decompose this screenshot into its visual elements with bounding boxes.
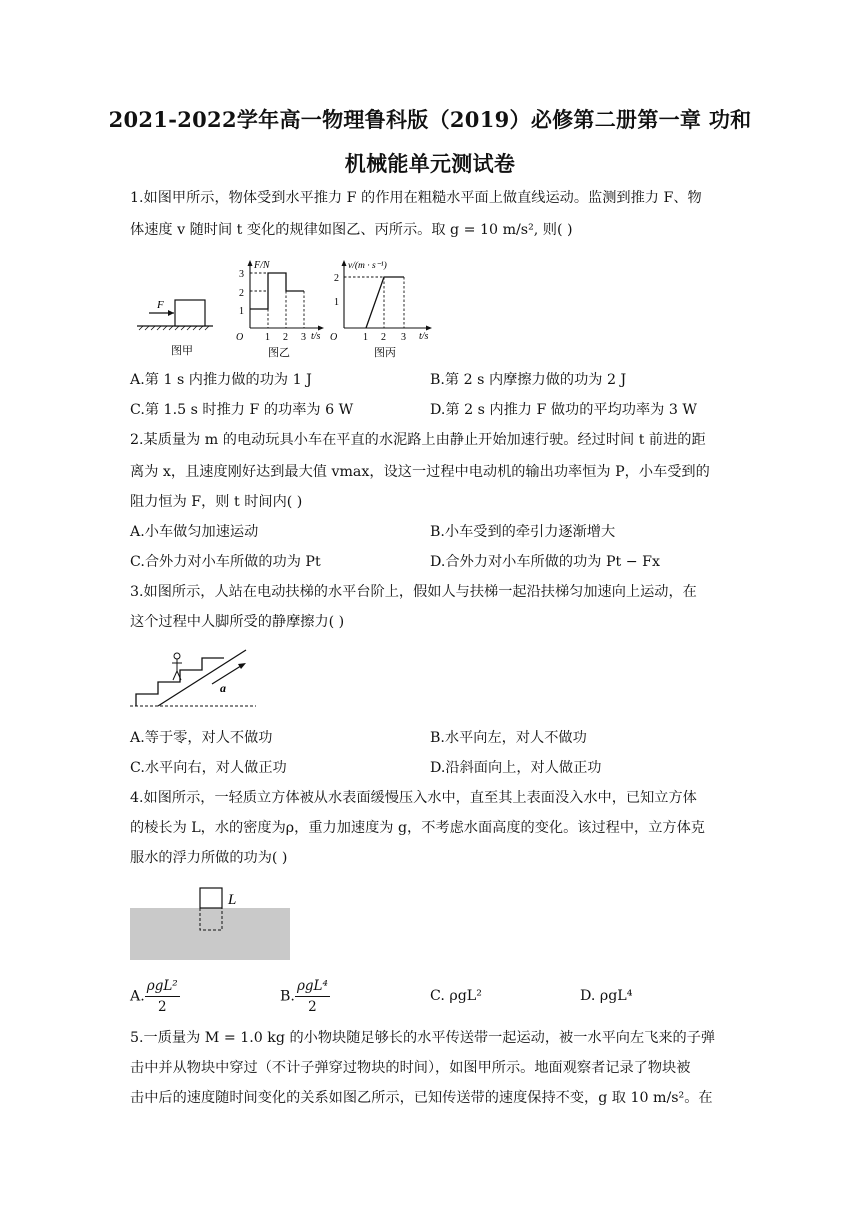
q1-stem-line2: 体速度 v 随时间 t 变化的规律如图乙、丙所示。取 g = 10 m/s², 则( ) [130, 222, 573, 238]
q3-stem-line2: 这个过程中人脚所受的静摩擦力( ) [130, 614, 345, 630]
q1-option-a[interactable]: A.第 1 s 内推力做的功为 1 J [130, 372, 312, 388]
svg-text:3: 3 [401, 332, 406, 343]
q2-option-a[interactable]: A.小车做匀加速运动 [130, 524, 259, 540]
velocity-curve [366, 277, 404, 328]
q3-option-a[interactable]: A.等于零，对人不做功 [130, 730, 273, 746]
svg-text:1: 1 [334, 297, 339, 308]
q4-stem-line1: 4.如图所示，一轻质立方体被从水表面缓慢压入水中，直至其上表面没入水中，已知立方体 [130, 790, 697, 806]
q2-option-d[interactable]: D.合外力对小车所做的功为 Pt − Fx [430, 554, 660, 570]
q4-option-b[interactable]: B. $\frac{\text{ρgL⁴}}{2}$ [280, 978, 328, 1015]
svg-text:v/(m · s⁻¹): v/(m · s⁻¹) [348, 261, 387, 271]
q2-stem-line2: 离为 x，且速度刚好达到最大值 vmax，设这一过程中电动机的输出功率恒为 P，小车受到的 [130, 464, 710, 480]
q3-option-c[interactable]: C.水平向右，对人做正功 [130, 760, 287, 776]
q3-option-b[interactable]: B.水平向左，对人不做功 [430, 730, 587, 746]
force-label: F [157, 299, 164, 311]
q3-stem-line1: 3.如图所示，人站在电动扶梯的水平台阶上，假如人与扶梯一起沿扶梯匀加速向上运动，在 [130, 584, 697, 600]
q2-stem-line3: 阻力恒为 F，则 t 时间内( ) [130, 494, 303, 510]
q5-stem-line3: 击中后的速度随时间变化的关系如图乙所示，已知传送带的速度保持不变，g 取 10 m/s²。在 [130, 1090, 713, 1106]
svg-text:2: 2 [283, 332, 288, 343]
q5-stem-line2: 击中并从物块中穿过（不计子弹穿过物块的时间），如图甲所示。地面观察者记录了物块被 [130, 1060, 691, 1076]
q3-escalator-figure [128, 646, 258, 712]
q1-stem-line1: 1.如图甲所示，物体受到水平推力 F 的作用在粗糙水平面上做直线运动。监测到推力 F、物 [130, 190, 702, 206]
q1-option-b[interactable]: B.第 2 s 内摩擦力做的功为 2 J [430, 372, 627, 388]
acceleration-label: a [220, 681, 226, 695]
doc-title-line1: 2021-2022学年高一物理鲁科版（2019）必修第二册第一章 功和 [108, 107, 752, 132]
q4-stem-line3: 服水的浮力所做的功为( ) [130, 850, 288, 866]
q4-option-d[interactable]: D. ρgL⁴ [580, 988, 633, 1004]
q4-stem-line2: 的棱长为 L，水的密度为ρ，重力加速度为 g，不考虑水面高度的变化。该过程中，立方体克 [130, 820, 705, 836]
cube-length-label: L [228, 892, 237, 908]
q4-cube-water-figure [130, 884, 290, 960]
svg-text:t/s: t/s [419, 331, 429, 342]
q2-stem-line1: 2.某质量为 m 的电动玩具小车在平直的水泥路上由静止开始加速行驶。经过时间 t 前进的距 [130, 432, 706, 448]
svg-text:3: 3 [239, 269, 244, 280]
force-curve [250, 273, 304, 309]
block-shape [175, 300, 205, 326]
q1-option-d[interactable]: D.第 2 s 内推力 F 做功的平均功率为 3 W [430, 402, 697, 418]
svg-text:O: O [330, 332, 338, 343]
svg-text:F/N: F/N [254, 260, 270, 271]
svg-text:t/s: t/s [311, 331, 321, 342]
q1-figure-jia [135, 278, 215, 356]
svg-text:3: 3 [301, 332, 306, 343]
q1-figure-bing [326, 256, 446, 358]
svg-text:1: 1 [363, 332, 368, 343]
svg-text:2: 2 [334, 273, 339, 284]
svg-text:2: 2 [381, 332, 386, 343]
q1-option-c[interactable]: C.第 1.5 s 时推力 F 的功率为 6 W [130, 402, 354, 418]
fig-jia-caption: 图甲 [171, 344, 193, 356]
water-region [130, 908, 290, 960]
svg-text:O: O [236, 332, 244, 343]
doc-title-line2: 机械能单元测试卷 [344, 151, 516, 176]
q2-option-c[interactable]: C.合外力对小车所做的功为 Pt [130, 554, 321, 570]
svg-text:1: 1 [265, 332, 270, 343]
svg-text:1: 1 [239, 306, 244, 317]
q5-stem-line1: 5.一质量为 M = 1.0 kg 的小物块随足够长的水平传送带一起运动，被一水平向左飞来的子弹 [130, 1030, 716, 1046]
svg-text:2: 2 [239, 288, 244, 299]
q3-option-d[interactable]: D.沿斜面向上，对人做正功 [430, 760, 602, 776]
q4-option-a[interactable]: A. $\frac{\text{ρgL²}}{2}$ [130, 978, 178, 1015]
q2-option-b[interactable]: B.小车受到的牵引力逐渐增大 [430, 524, 616, 540]
svg-text:图丙: 图丙 [374, 346, 396, 358]
q4-option-c[interactable]: C. ρgL² [430, 988, 482, 1004]
svg-text:图乙: 图乙 [268, 346, 290, 358]
q1-figure-yi [228, 256, 328, 358]
stairs-shape [136, 658, 224, 706]
